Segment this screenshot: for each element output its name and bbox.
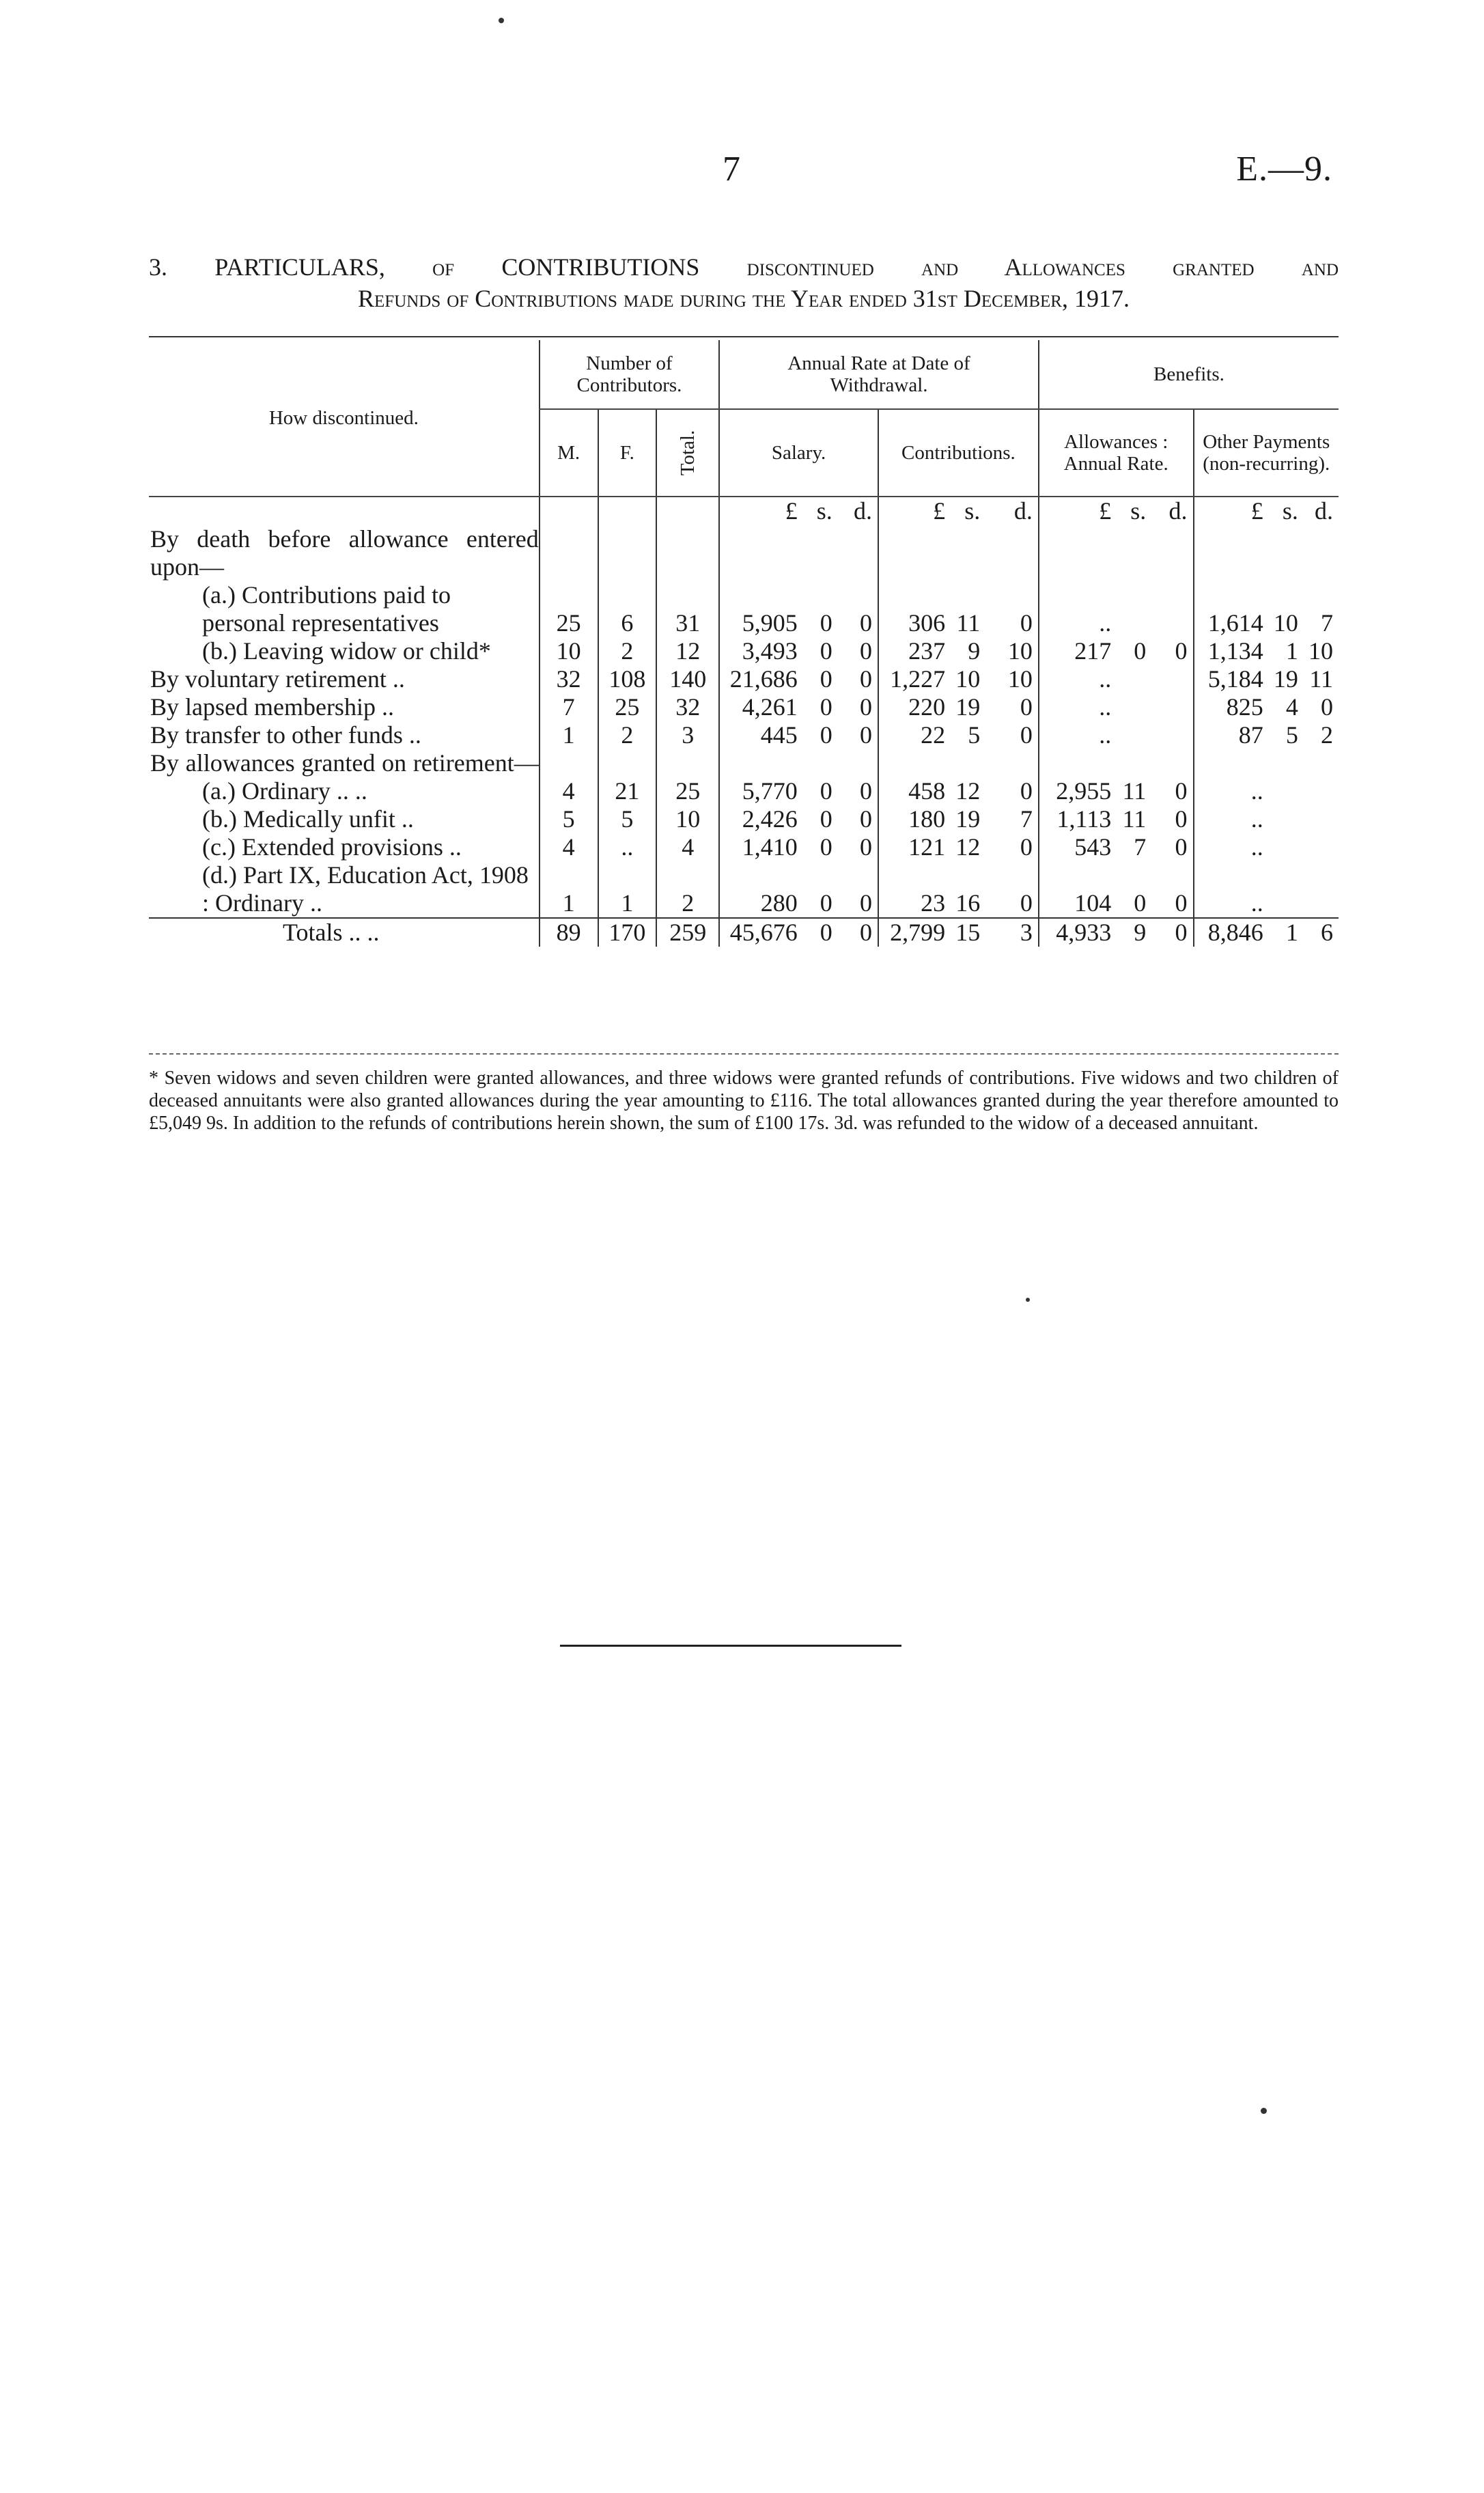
totals-label: Totals .. .. <box>149 918 540 947</box>
all-pence-cell: 0 <box>1175 833 1188 861</box>
document-reference: E.—9. <box>1236 150 1332 189</box>
total-count-cell: 3 <box>656 721 719 749</box>
total-header-text: Total. <box>677 430 699 476</box>
con-pence-cell: 0 <box>1020 889 1033 917</box>
con-pounds-cell: 306 <box>878 581 951 637</box>
total-count-cell: 10 <box>656 805 719 833</box>
sal-pence-cell <box>838 749 878 777</box>
speck-mark <box>499 18 504 23</box>
oth-pence-cell <box>1304 805 1339 833</box>
sal-pence-cell: 0 <box>859 637 872 665</box>
oth-shillings-cell <box>1269 833 1304 861</box>
footnote: * Seven widows and seven children were granted allowances, and three widows were granted refunds of contributions. Five widows and two children of deceased annuitants were also granted allowances during the year amounting to £116. The total allowances granted during the year therefore amounted to £5,049 9s. In addition to the refunds of contributions herein shown, the sum of £100 17s. 3d. was refunded to the widow of a deceased annuitant. <box>149 1068 1339 1134</box>
sal-shillings-cell: 0 <box>820 721 832 749</box>
title-part: 3. PARTICULARS <box>149 253 379 281</box>
allowances-header: Allowances : Annual Rate. <box>1039 409 1194 497</box>
sal-pence-cell: 0 <box>859 777 872 805</box>
unit-shillings: s. <box>964 497 981 525</box>
con-shillings-cell: 5 <box>968 721 981 749</box>
oth-shillings-cell: 4 <box>1285 693 1298 721</box>
oth-shillings-cell <box>1269 525 1304 581</box>
total-count-cell <box>656 525 719 581</box>
male-count-cell: 10 <box>540 637 598 665</box>
con-shillings-cell <box>951 749 985 777</box>
table-row <box>149 665 1339 693</box>
oth-pounds-cell <box>1194 749 1269 777</box>
all-pounds-cell: 543 <box>1039 833 1117 861</box>
con-shillings-cell: 16 <box>955 889 981 917</box>
all-pence-cell <box>1151 721 1193 749</box>
other-payments-header: Other Payments (non-recurring). <box>1194 409 1339 497</box>
row-description: By transfer to other funds .. <box>150 721 421 749</box>
bottom-rule <box>149 1053 1339 1055</box>
row-description: (b.) Medically unfit .. <box>202 805 414 833</box>
male-count-cell: 4 <box>540 777 598 805</box>
female-count-cell: 2 <box>598 721 657 749</box>
title-part: discontinued and Allowances granted and <box>746 253 1339 281</box>
con-pounds-cell <box>878 525 951 581</box>
female-count-cell: 6 <box>598 581 657 637</box>
oth-pounds-cell: .. <box>1194 833 1269 861</box>
oth-pence-cell <box>1304 833 1339 861</box>
female-total-cell: 170 <box>598 918 657 947</box>
sal-pence-cell <box>838 525 878 581</box>
all-pounds-cell: 2,955 <box>1039 777 1117 805</box>
female-count-cell: 108 <box>598 665 657 693</box>
total-count-cell: 4 <box>656 833 719 861</box>
male-total-cell: 89 <box>540 918 598 947</box>
con-pounds-cell: 1,227 <box>878 665 951 693</box>
male-header: M. <box>540 409 598 497</box>
all-pounds-cell: 104 <box>1039 861 1117 918</box>
contributions-header: Contributions. <box>878 409 1039 497</box>
male-count-cell <box>540 525 598 581</box>
con-shillings-cell: 12 <box>955 777 981 805</box>
male-count-cell: 32 <box>540 665 598 693</box>
sal-pounds-cell: 4,261 <box>719 693 803 721</box>
units-blank <box>540 497 598 525</box>
sal-shillings-cell: 0 <box>820 609 832 637</box>
oth-pence-cell <box>1304 861 1339 918</box>
oth-shillings-cell: 1 <box>1285 637 1298 665</box>
title-part: , <box>378 253 433 281</box>
all-pence-cell: 0 <box>1175 805 1188 833</box>
con-shillings-cell: 15 <box>951 918 985 947</box>
oth-shillings-cell: 19 <box>1273 665 1298 693</box>
sal-shillings-cell <box>803 749 838 777</box>
sal-pounds-cell: 2,426 <box>719 805 803 833</box>
sal-shillings-cell: 0 <box>820 805 832 833</box>
con-shillings-cell: 10 <box>955 665 981 693</box>
all-pounds-cell: 4,933 <box>1039 918 1117 947</box>
all-pounds-cell: .. <box>1039 721 1117 749</box>
totals-row <box>149 918 1339 947</box>
table-row <box>149 833 1339 861</box>
con-pounds-cell: 237 <box>878 637 951 665</box>
female-count-cell: 5 <box>598 805 657 833</box>
con-pence-cell: 0 <box>1020 609 1033 637</box>
sal-pounds-cell: 5,770 <box>719 777 803 805</box>
all-pounds-cell: .. <box>1039 693 1117 721</box>
row-description: (b.) Leaving widow or child* <box>202 637 491 665</box>
female-count-cell: 21 <box>598 777 657 805</box>
sal-pence-cell: 0 <box>859 889 872 917</box>
how-discontinued-header: How discontinued. <box>149 340 540 497</box>
unit-pound: £ <box>1194 497 1269 525</box>
all-pounds-cell <box>1039 749 1117 777</box>
male-count-cell: 4 <box>540 833 598 861</box>
all-pounds-cell: .. <box>1039 581 1117 637</box>
annual-rate-header: Annual Rate at Date of Withdrawal. <box>719 340 1039 409</box>
sal-pence-cell: 0 <box>859 693 872 721</box>
row-description: By allowances granted on retirement— <box>150 749 539 777</box>
speck-mark <box>1261 2108 1267 2114</box>
total-count-cell: 32 <box>656 693 719 721</box>
oth-shillings-cell: 10 <box>1273 609 1298 637</box>
total-count-cell: 25 <box>656 777 719 805</box>
sal-pence-cell: 0 <box>838 918 878 947</box>
oth-pence-cell: 6 <box>1304 918 1339 947</box>
oth-shillings-cell: 1 <box>1269 918 1304 947</box>
all-shillings-cell <box>1117 721 1151 749</box>
row-description: (a.) Ordinary .. .. <box>202 777 367 805</box>
oth-pence-cell <box>1304 749 1339 777</box>
table-row <box>149 525 1339 581</box>
female-count-cell: 2 <box>598 637 657 665</box>
all-pounds-cell: 217 <box>1039 637 1117 665</box>
table-row <box>149 861 1339 918</box>
row-description: (d.) Part IX, Education Act, 1908 : Ordinary .. <box>202 861 529 917</box>
all-shillings-cell: 11 <box>1122 777 1147 805</box>
con-shillings-cell: 19 <box>955 805 981 833</box>
all-pence-cell: 0 <box>1175 777 1188 805</box>
oth-pounds-cell: 8,846 <box>1194 918 1269 947</box>
con-shillings-cell: 19 <box>955 693 981 721</box>
sal-pounds-cell: 445 <box>719 721 803 749</box>
sal-shillings-cell: 0 <box>820 665 832 693</box>
con-pounds-cell: 121 <box>878 833 951 861</box>
con-pounds-cell: 2,799 <box>878 918 951 947</box>
female-count-cell: 1 <box>598 861 657 918</box>
unit-shillings: s. <box>1130 497 1147 525</box>
con-pence-cell: 10 <box>1007 637 1033 665</box>
con-pounds-cell: 458 <box>878 777 951 805</box>
male-count-cell: 5 <box>540 805 598 833</box>
top-rule <box>149 336 1339 337</box>
total-count-cell: 2 <box>656 861 719 918</box>
units-blank <box>598 497 657 525</box>
con-pence-cell <box>985 525 1039 581</box>
title-line-2: Refunds of Contributions made during the Year ended 31st December, 1917. <box>358 285 1130 312</box>
total-count-cell: 31 <box>656 581 719 637</box>
oth-pounds-cell <box>1194 525 1269 581</box>
con-pounds-cell: 220 <box>878 693 951 721</box>
oth-shillings-cell: 5 <box>1285 721 1298 749</box>
male-count-cell: 7 <box>540 693 598 721</box>
oth-pence-cell: 11 <box>1309 665 1333 693</box>
female-count-cell: 25 <box>598 693 657 721</box>
male-count-cell: 1 <box>540 721 598 749</box>
oth-shillings-cell <box>1269 777 1304 805</box>
con-pence-cell <box>985 749 1039 777</box>
sal-shillings-cell: 0 <box>820 693 832 721</box>
con-pence-cell: 7 <box>1020 805 1033 833</box>
unit-pence: d. <box>1315 497 1333 525</box>
oth-pounds-cell: .. <box>1194 777 1269 805</box>
oth-pounds-cell: .. <box>1194 805 1269 833</box>
unit-pound: £ <box>878 497 951 525</box>
all-pounds-cell: .. <box>1039 665 1117 693</box>
con-pounds-cell <box>878 749 951 777</box>
title-part: CONTRIBUTIONS <box>454 253 747 281</box>
sal-pence-cell: 0 <box>859 805 872 833</box>
sal-shillings-cell: 0 <box>820 889 832 917</box>
sal-shillings-cell: 0 <box>820 777 832 805</box>
all-shillings-cell <box>1117 693 1151 721</box>
all-pence-cell: 0 <box>1175 889 1188 917</box>
sal-pounds-cell: 21,686 <box>719 665 803 693</box>
all-pence-cell <box>1151 749 1193 777</box>
oth-pence-cell <box>1304 777 1339 805</box>
oth-shillings-cell <box>1269 861 1304 918</box>
sal-pence-cell: 0 <box>859 721 872 749</box>
con-shillings-cell: 12 <box>955 833 981 861</box>
table-row <box>149 637 1339 665</box>
unit-pound: £ <box>719 497 803 525</box>
all-shillings-cell: 11 <box>1122 805 1147 833</box>
sal-pounds-cell: 280 <box>719 861 803 918</box>
total-count-cell <box>656 749 719 777</box>
oth-pounds-cell: 825 <box>1194 693 1269 721</box>
row-description: By voluntary retirement .. <box>150 665 405 693</box>
con-pence-cell: 0 <box>1020 833 1033 861</box>
all-pounds-cell: 1,113 <box>1039 805 1117 833</box>
oth-pence-cell: 7 <box>1321 609 1333 637</box>
all-shillings-cell <box>1117 581 1151 637</box>
salary-header: Salary. <box>719 409 878 497</box>
con-pence-cell: 10 <box>1007 665 1033 693</box>
all-shillings-cell: 9 <box>1117 918 1151 947</box>
oth-pence-cell <box>1304 525 1339 581</box>
table-row <box>149 581 1339 637</box>
sal-shillings-cell: 0 <box>820 833 832 861</box>
sal-shillings-cell: 0 <box>803 918 838 947</box>
table-row <box>149 805 1339 833</box>
unit-pence: d. <box>853 497 872 525</box>
table-title <box>149 251 1339 314</box>
con-pence-cell: 0 <box>1020 777 1033 805</box>
benefits-header: Benefits. <box>1039 340 1339 409</box>
sal-pounds-cell: 5,905 <box>719 581 803 637</box>
table-row <box>149 749 1339 777</box>
page-number: 7 <box>723 150 740 189</box>
grand-total-cell: 259 <box>656 918 719 947</box>
total-count-cell: 12 <box>656 637 719 665</box>
oth-pounds-cell: 1,134 <box>1194 637 1269 665</box>
all-pence-cell <box>1151 693 1193 721</box>
all-pence-cell <box>1151 665 1193 693</box>
con-shillings-cell: 9 <box>968 637 981 665</box>
sal-pounds-cell <box>719 749 803 777</box>
sal-pence-cell: 0 <box>859 665 872 693</box>
male-count-cell: 1 <box>540 861 598 918</box>
oth-pounds-cell: .. <box>1194 861 1269 918</box>
oth-pounds-cell: 5,184 <box>1194 665 1269 693</box>
number-of-contributors-header: Number of Contributors. <box>540 340 719 409</box>
unit-shillings: s. <box>1282 497 1298 525</box>
all-shillings-cell: 0 <box>1134 889 1147 917</box>
all-shillings-cell: 7 <box>1134 833 1147 861</box>
title-line-1 <box>149 251 1339 283</box>
end-rule <box>560 1645 901 1647</box>
con-pounds-cell: 180 <box>878 805 951 833</box>
female-count-cell <box>598 749 657 777</box>
all-shillings-cell <box>1117 525 1151 581</box>
all-pence-cell <box>1151 525 1193 581</box>
title-part: of <box>432 253 455 281</box>
sal-pounds-cell: 1,410 <box>719 833 803 861</box>
oth-pence-cell: 0 <box>1321 693 1333 721</box>
unit-shillings: s. <box>816 497 832 525</box>
female-header: F. <box>598 409 657 497</box>
sal-pence-cell: 0 <box>859 833 872 861</box>
total-count-cell: 140 <box>656 665 719 693</box>
all-shillings-cell <box>1117 749 1151 777</box>
sal-shillings-cell: 0 <box>820 637 832 665</box>
all-shillings-cell <box>1117 665 1151 693</box>
oth-pence-cell: 2 <box>1321 721 1333 749</box>
units-blank <box>656 497 719 525</box>
con-pence-cell: 0 <box>1020 693 1033 721</box>
con-pence-cell: 0 <box>1020 721 1033 749</box>
unit-pound: £ <box>1039 497 1117 525</box>
unit-pence: d. <box>1168 497 1188 525</box>
sal-pounds-cell <box>719 525 803 581</box>
male-count-cell: 25 <box>540 581 598 637</box>
sal-shillings-cell <box>803 525 838 581</box>
speck-mark <box>1026 1298 1030 1302</box>
oth-pounds-cell: 1,614 <box>1194 581 1269 637</box>
con-pounds-cell: 22 <box>878 721 951 749</box>
oth-shillings-cell <box>1269 749 1304 777</box>
units-spacer <box>149 497 540 525</box>
con-shillings-cell: 11 <box>956 609 981 637</box>
all-pence-cell: 0 <box>1151 918 1193 947</box>
row-description: (c.) Extended provisions .. <box>202 833 462 861</box>
units-row <box>149 497 1339 525</box>
all-pence-cell <box>1151 581 1193 637</box>
row-description: By lapsed membership .. <box>150 693 394 721</box>
sal-pounds-cell: 45,676 <box>719 918 803 947</box>
con-shillings-cell <box>951 525 985 581</box>
con-pence-cell: 3 <box>985 918 1039 947</box>
row-description: By death before allowance entered upon— <box>150 525 539 581</box>
oth-pounds-cell: 87 <box>1194 721 1269 749</box>
all-pounds-cell <box>1039 525 1117 581</box>
unit-pence: d. <box>1013 497 1033 525</box>
row-description: (a.) Contributions paid to personal representatives <box>202 581 451 637</box>
sal-pence-cell: 0 <box>859 609 872 637</box>
sal-pounds-cell: 3,493 <box>719 637 803 665</box>
oth-shillings-cell <box>1269 805 1304 833</box>
table-row <box>149 721 1339 749</box>
all-pence-cell: 0 <box>1175 637 1188 665</box>
table-row <box>149 777 1339 805</box>
male-count-cell <box>540 749 598 777</box>
all-shillings-cell: 0 <box>1134 637 1147 665</box>
contributions-table <box>149 340 1339 947</box>
con-pounds-cell: 23 <box>878 861 951 918</box>
female-count-cell <box>598 525 657 581</box>
table-row <box>149 693 1339 721</box>
female-count-cell: .. <box>598 833 657 861</box>
oth-pence-cell: 10 <box>1308 637 1333 665</box>
header-row-groups <box>149 340 1339 409</box>
total-header <box>656 409 719 497</box>
